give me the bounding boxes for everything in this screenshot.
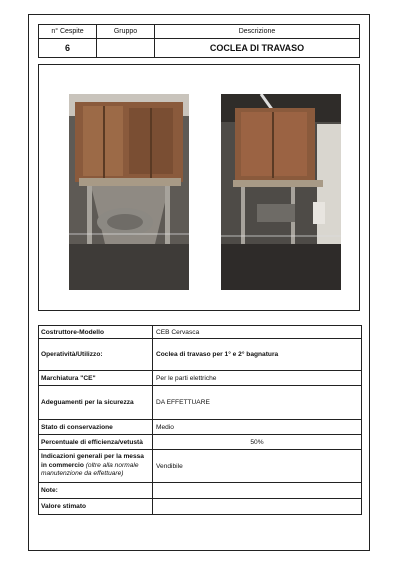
cespite-value: 6	[39, 39, 97, 57]
value-adeguamenti: DA EFFETTUARE	[156, 399, 210, 406]
label-adeguamenti: Adeguamenti per la sicurezza	[39, 386, 153, 419]
label-indicazioni-main: Indicazioni generali per la messa in commercio	[41, 453, 144, 469]
value-note	[153, 483, 361, 498]
row-costruttore	[39, 326, 361, 339]
value-costruttore: CEB Cervasca	[156, 328, 200, 336]
row-operativita	[39, 339, 361, 371]
label-indicazioni-note: (oltre alla normale manutenzione da effettuare)	[41, 461, 139, 478]
details-table	[38, 325, 362, 515]
photo-side-image	[221, 94, 341, 290]
label-indicazioni	[39, 450, 153, 482]
label-operativita: Operatività/Utilizzo:	[39, 339, 153, 370]
value-stato: Medio	[156, 423, 174, 431]
descrizione-value: COCLEA DI TRAVASO	[209, 43, 305, 53]
col-gruppo: Gruppo	[97, 25, 155, 38]
row-valore	[39, 499, 361, 514]
value-indicazioni: Vendibile	[156, 462, 183, 470]
value-percentuale: 50%	[250, 438, 264, 446]
label-costruttore: Costruttore-Modello	[39, 326, 153, 338]
label-stato: Stato di conservazione	[39, 420, 153, 434]
asset-sheet	[28, 14, 370, 551]
gruppo-value	[97, 39, 155, 57]
row-indicazioni	[39, 450, 361, 483]
label-marchiatura: Marchiatura "CE"	[39, 371, 153, 385]
row-percentuale	[39, 435, 361, 450]
row-adeguamenti	[39, 386, 361, 420]
photo-frame	[38, 64, 360, 311]
photo-side	[221, 94, 341, 290]
label-valore: Valore stimato	[39, 499, 153, 514]
value-valore	[153, 499, 361, 514]
col-cespite: n° Cespite	[39, 25, 97, 38]
value-marchiatura: Per le parti elettriche	[156, 374, 217, 382]
label-note: Note:	[39, 483, 153, 498]
header-table	[38, 24, 360, 58]
row-note	[39, 483, 361, 499]
value-operativita: Coclea di travaso per 1° e 2° bagnatura	[156, 351, 279, 358]
photo-front-image	[69, 94, 189, 290]
col-descrizione: Descrizione	[238, 28, 276, 35]
row-marchiatura	[39, 371, 361, 386]
row-stato	[39, 420, 361, 435]
photo-front	[69, 94, 189, 290]
label-percentuale: Percentuale di efficienza/vetustà	[39, 435, 153, 449]
